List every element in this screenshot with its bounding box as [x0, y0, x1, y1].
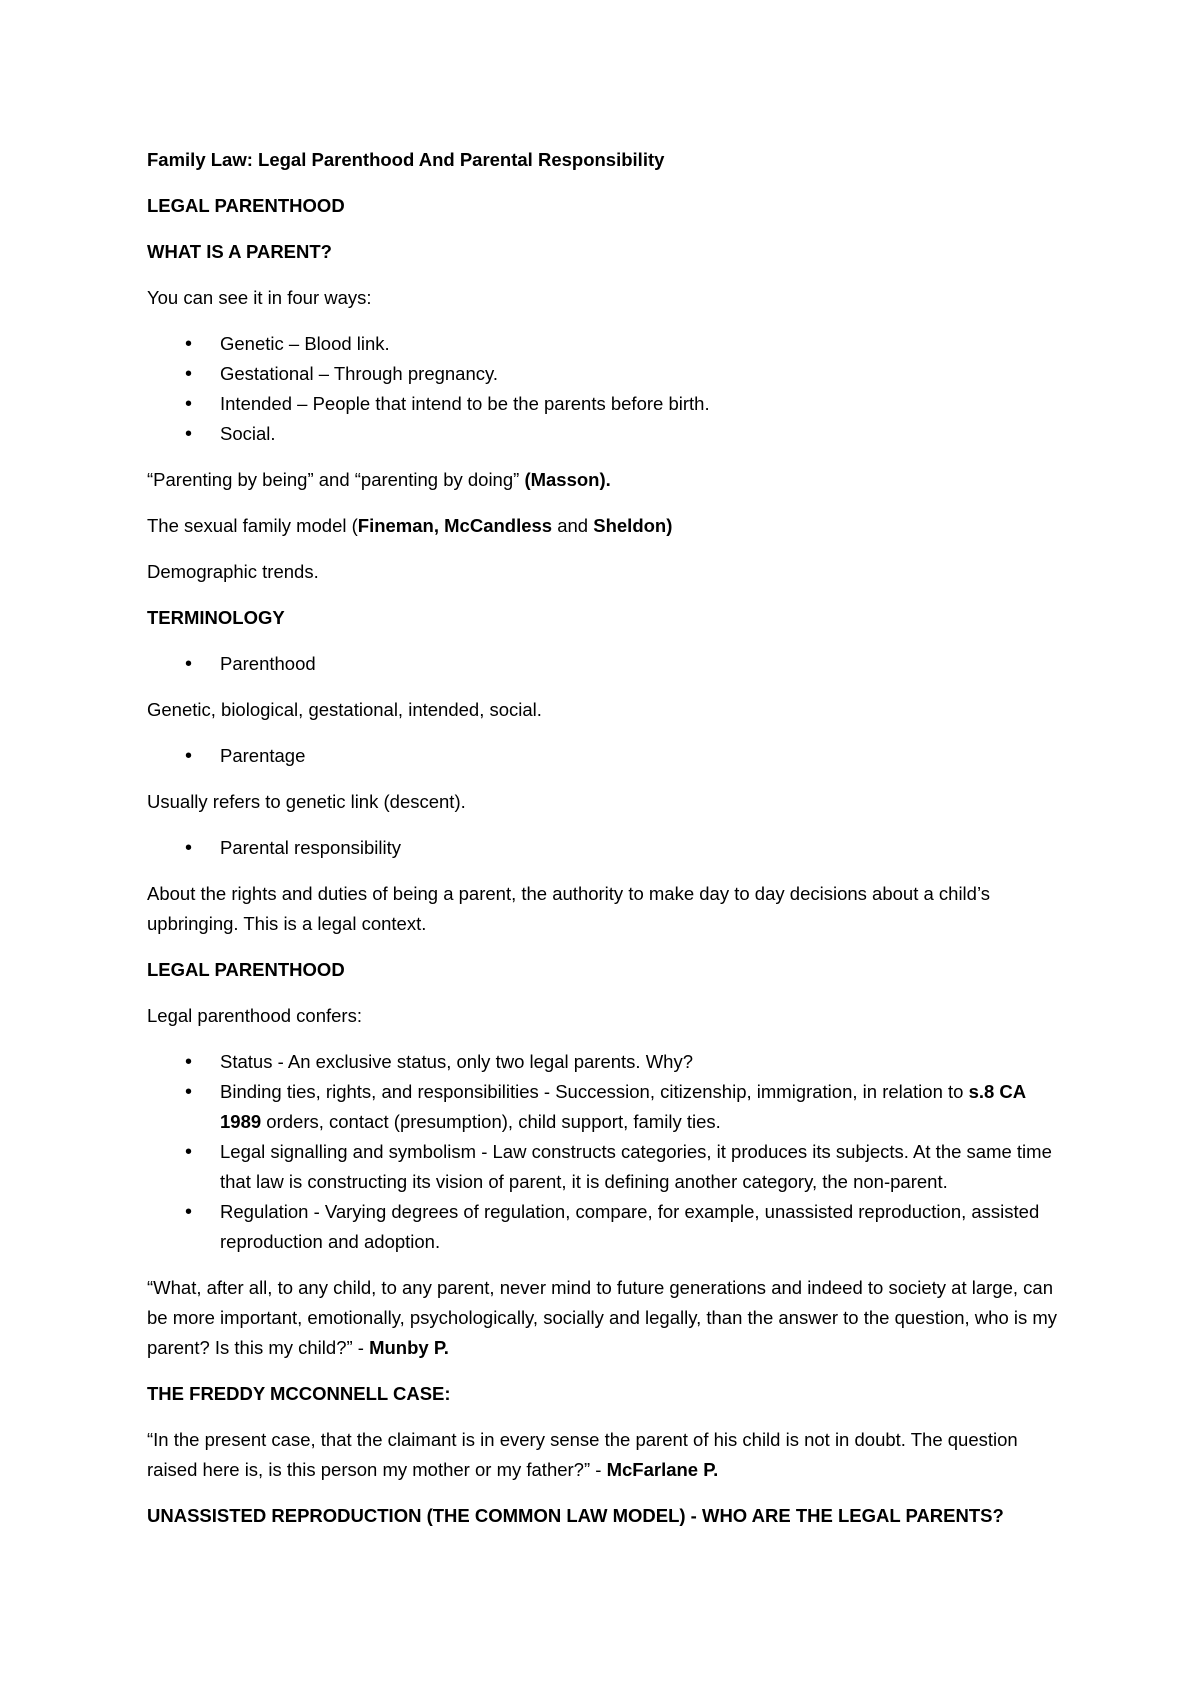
- mcfarlane-quote: “In the present case, that the claimant is in every sense the parent of his child is not in doubt. The question raised here is, is this person my mother or my father?” -: [147, 1429, 1018, 1480]
- heading-terminology: TERMINOLOGY: [147, 607, 285, 628]
- list-item-intended: • Intended – People that intend to be the parents before birth.: [147, 389, 1067, 419]
- munby-quote-paragraph: [147, 1273, 1067, 1363]
- confers-list: [147, 1047, 1067, 1257]
- four-ways-intro: You can see it in four ways:: [147, 287, 372, 308]
- four-ways-list: [147, 329, 1067, 449]
- confers-intro: Legal parenthood confers:: [147, 1005, 362, 1026]
- term-parental-responsibility-description: About the rights and duties of being a parent, the authority to make day to day decisions about a child’s upbringing. This is a legal context.: [147, 883, 990, 934]
- term-parentage-description: Usually refers to genetic link (descent).: [147, 791, 466, 812]
- list-item-gestational: • Gestational – Through pregnancy.: [147, 359, 1067, 389]
- list-item-social: • Social.: [147, 419, 1067, 449]
- binding-ties-text-end: orders, contact (presumption), child support, family ties.: [261, 1111, 721, 1132]
- section-heading-legal-parenthood-2: LEGAL PARENTHOOD: [147, 959, 345, 980]
- list-item-regulation: • Regulation - Varying degrees of regulation, compare, for example, unassisted reproduction, assisted reproduction and adoption.: [147, 1197, 1067, 1257]
- heading-what-is-a-parent: WHAT IS A PARENT?: [147, 241, 332, 262]
- list-item-status: • Status - An exclusive status, only two legal parents. Why?: [147, 1047, 1067, 1077]
- demographic-trends: Demographic trends.: [147, 561, 319, 582]
- heading-freddy-mcconnell-case: THE FREDDY MCCONNELL CASE:: [147, 1383, 451, 1404]
- citation-fineman-mccandless: Fineman, McCandless: [357, 515, 553, 536]
- sexual-model-text: The sexual family model (: [147, 515, 358, 536]
- citation-sheldon: Sheldon: [593, 515, 667, 536]
- term-parenthood-list: [147, 649, 1067, 679]
- sexual-model-close: ): [666, 515, 673, 536]
- list-item-legal-signalling: • Legal signalling and symbolism - Law constructs categories, it produces its subjects. At the same time that law is constructing its vision of parent, it is defining another category, the non-parent.: [147, 1137, 1067, 1197]
- document-body: [147, 145, 1067, 1547]
- term-parenthood: • Parenthood: [147, 649, 1067, 679]
- term-parentage: • Parentage: [147, 741, 1067, 771]
- mcfarlane-citation: McFarlane P.: [606, 1459, 719, 1480]
- masson-paragraph: [147, 465, 1067, 495]
- term-parental-responsibility: • Parental responsibility: [147, 833, 1067, 863]
- citation-s8-ca-1989: s.8 CA 1989: [220, 1081, 1026, 1132]
- heading-unassisted-reproduction: UNASSISTED REPRODUCTION (THE COMMON LAW MODEL) - WHO ARE THE LEGAL PARENTS?: [147, 1505, 1004, 1526]
- section-heading-legal-parenthood: LEGAL PARENTHOOD: [147, 195, 345, 216]
- term-parental-responsibility-list: [147, 833, 1067, 863]
- sexual-model-and: and: [552, 515, 594, 536]
- binding-ties-text: Binding ties, rights, and responsibilities - Succession, citizenship, immigration, in relation to: [220, 1081, 969, 1102]
- masson-citation: (Masson).: [524, 469, 611, 490]
- masson-text: “Parenting by being” and “parenting by doing”: [147, 469, 525, 490]
- document-title: Family Law: Legal Parenthood And Parental Responsibility: [147, 149, 665, 170]
- munby-citation: Munby P.: [369, 1337, 449, 1358]
- list-item-binding-ties: [147, 1077, 1067, 1137]
- sexual-family-model-paragraph: [147, 511, 1067, 541]
- munby-quote: “What, after all, to any child, to any parent, never mind to future generations and indeed to society at large, can be more important, emotionally, psychologically, socially and legally, than the answer to the question, who is my parent? Is this my child?” -: [147, 1277, 1058, 1358]
- mcfarlane-quote-paragraph: [147, 1425, 1067, 1485]
- term-parentage-list: [147, 741, 1067, 771]
- term-parenthood-description: Genetic, biological, gestational, intended, social.: [147, 699, 542, 720]
- list-item-genetic: • Genetic – Blood link.: [147, 329, 1067, 359]
